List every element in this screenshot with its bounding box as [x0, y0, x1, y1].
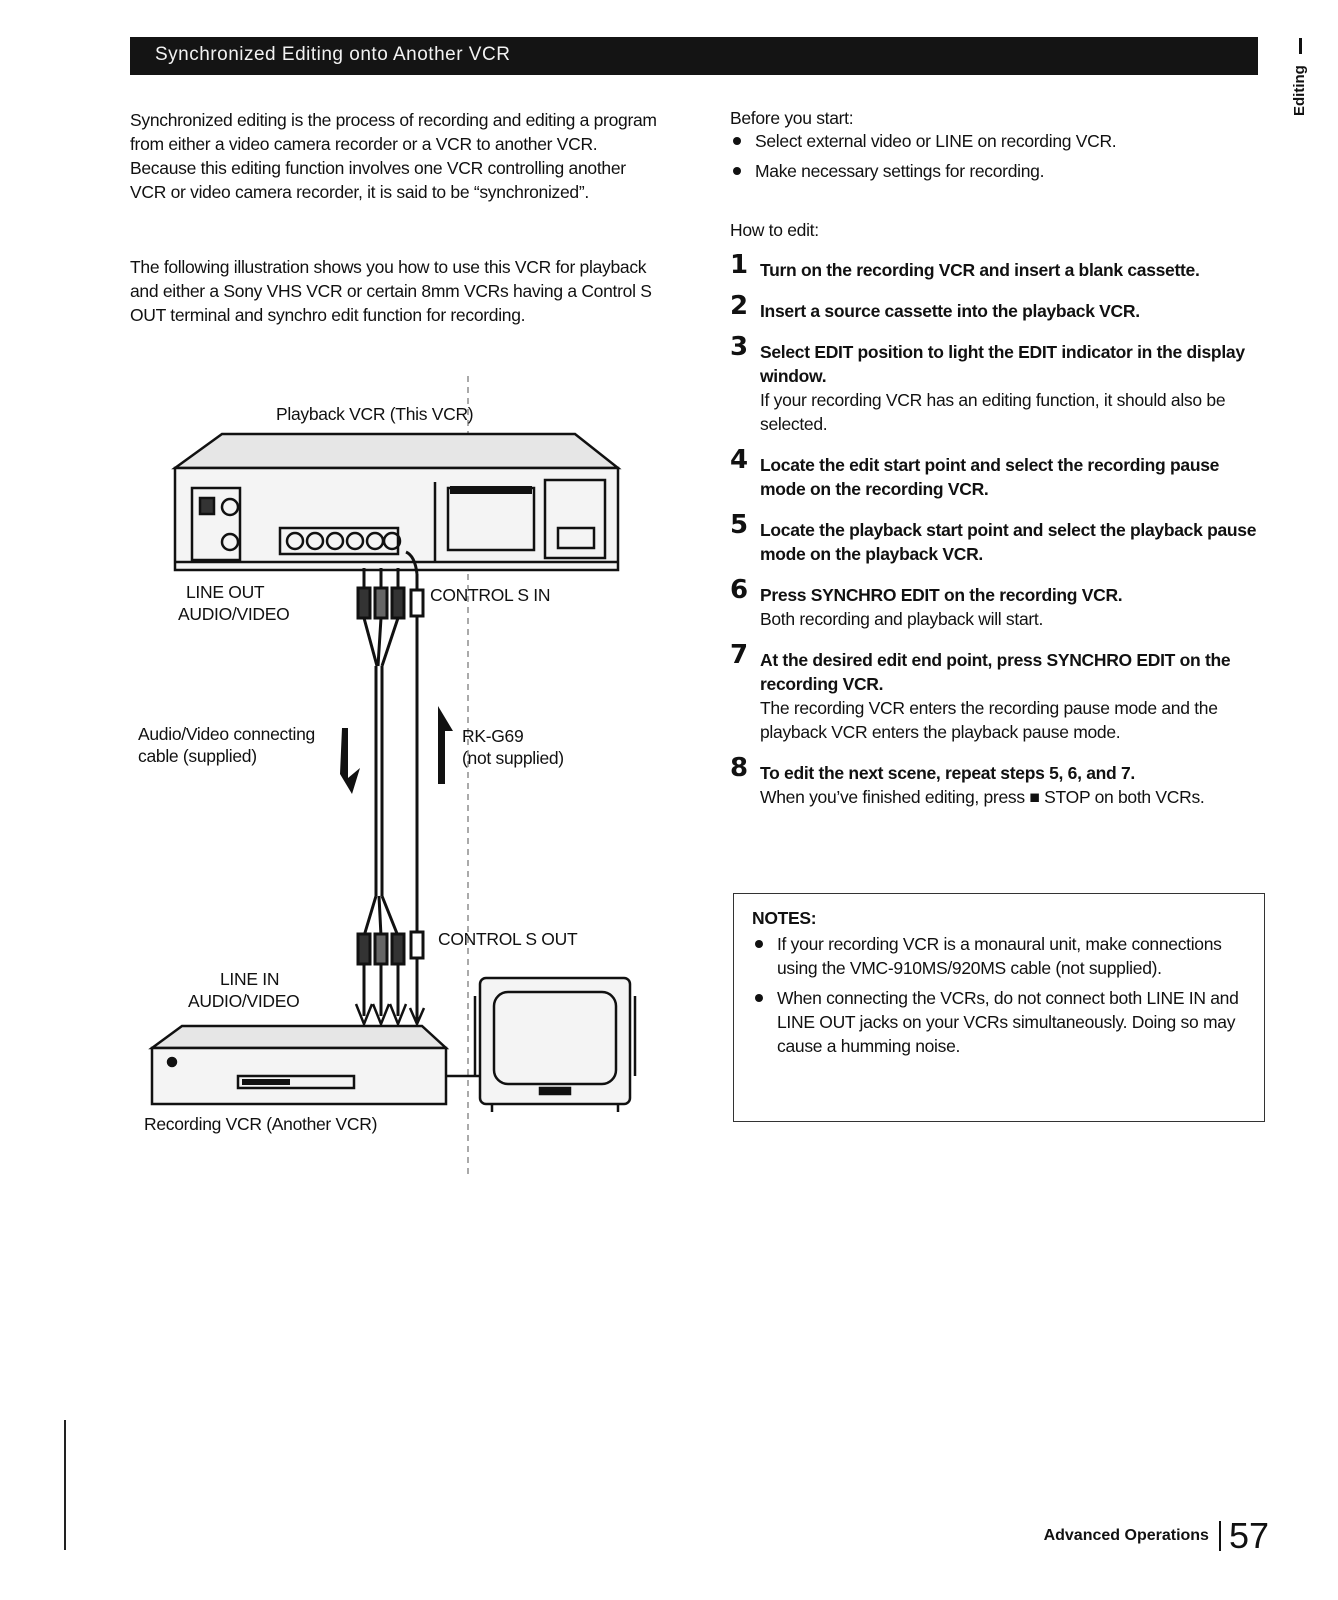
remote-direction-arrow — [438, 706, 453, 784]
footer-section-name: Advanced Operations — [1043, 1527, 1209, 1545]
step-instruction: Select EDIT position to light the EDIT indicator in the display window. — [760, 342, 1245, 386]
intro-paragraph-2: The following illustration shows you how to use this VCR for playback and either a Sony VHS VCR or certain 8mm VCRs having a Control S OUT terminal and synchro edit function for recording. — [130, 257, 652, 325]
step-number: 1 — [730, 250, 748, 280]
line-out-label: LINE OUT — [186, 582, 265, 602]
section-title: Synchronized Editing onto Another VCR — [130, 37, 1258, 75]
av-cable-illustration — [356, 568, 406, 1024]
control-s-in-label: CONTROL S IN — [430, 585, 551, 605]
step-number: 7 — [730, 640, 748, 670]
how-to-edit-heading: How to edit: — [730, 220, 819, 240]
list-item: Make necessary settings for recording. — [730, 159, 1270, 183]
step-2 — [730, 291, 1265, 323]
step-4 — [730, 445, 1265, 501]
step-number: 6 — [730, 575, 748, 605]
step-detail: Both recording and playback will start. — [760, 609, 1044, 629]
step-instruction: Locate the edit start point and select the recording pause mode on the recording VCR. — [760, 455, 1220, 499]
step-detail: The recording VCR enters the recording pause mode and the playback VCR enters the playback pause mode. — [760, 698, 1218, 742]
notes-list — [752, 932, 1248, 1058]
list-item: Select external video or LINE on recording VCR. — [730, 129, 1270, 153]
cable-direction-arrow — [340, 728, 360, 794]
step-8 — [730, 753, 1265, 809]
before-you-start-heading: Before you start: — [730, 108, 854, 128]
step-6 — [730, 575, 1265, 631]
recording-vcr-label: Recording VCR (Another VCR) — [144, 1114, 378, 1134]
side-tab — [1287, 38, 1315, 114]
notes-box — [733, 893, 1265, 1122]
step-3 — [730, 332, 1265, 436]
step-instruction: Locate the playback start point and select the playback pause mode on the playback VCR. — [760, 520, 1257, 564]
step-number: 5 — [730, 510, 748, 540]
line-in-av-label: AUDIO/VIDEO — [188, 991, 300, 1011]
av-cable-supplied-label: cable (supplied) — [138, 746, 257, 766]
before-you-start-list — [730, 129, 1270, 189]
step-instruction: At the desired edit end point, press SYNCHRO EDIT on the recording VCR. — [760, 650, 1231, 694]
step-instruction: Press SYNCHRO EDIT on the recording VCR. — [760, 585, 1123, 605]
playback-vcr-label: Playback VCR (This VCR) — [276, 404, 474, 424]
recording-vcr-illustration — [152, 1026, 482, 1104]
playback-vcr-illustration — [175, 434, 618, 570]
side-tab-label: Editing — [1291, 65, 1308, 116]
step-detail: If your recording VCR has an editing function, it should also be selected. — [760, 390, 1226, 434]
footer-divider — [1219, 1521, 1221, 1551]
list-item: If your recording VCR is a monaural unit, make connections using the VMC-910MS/920MS cable (not supplied). — [752, 932, 1248, 980]
step-7 — [730, 640, 1265, 744]
av-cable-label: Audio/Video connecting — [138, 724, 315, 744]
step-number: 4 — [730, 445, 748, 475]
connection-diagram-art — [130, 376, 670, 1191]
step-5 — [730, 510, 1265, 566]
step-1 — [730, 250, 1265, 282]
step-detail: When you’ve finished editing, press ■ STOP on both VCRs. — [760, 787, 1205, 807]
step-instruction: To edit the next scene, repeat steps 5, 6, and 7. — [760, 763, 1135, 783]
margin-mark — [64, 1420, 66, 1550]
list-item: When connecting the VCRs, do not connect both LINE IN and LINE OUT jacks on your VCRs simultaneously. Doing so may cause a humming noise. — [752, 986, 1248, 1058]
notes-title: NOTES: — [752, 908, 817, 928]
connection-diagram — [130, 376, 670, 1191]
tv-monitor-illustration — [475, 978, 635, 1112]
step-instruction: Turn on the recording VCR and insert a blank cassette. — [760, 260, 1200, 280]
page-footer — [1044, 1515, 1269, 1557]
side-tab-marker — [1299, 38, 1302, 54]
line-out-av-label: AUDIO/VIDEO — [178, 604, 290, 624]
control-s-out-label: CONTROL S OUT — [438, 929, 578, 949]
step-number: 8 — [730, 753, 748, 783]
remote-not-supplied-label: (not supplied) — [462, 748, 564, 768]
remote-model-label: RK-G69 — [462, 726, 524, 746]
edit-steps-list — [730, 250, 1265, 826]
line-in-label: LINE IN — [220, 969, 280, 989]
step-number: 3 — [730, 332, 748, 362]
step-instruction: Insert a source cassette into the playback VCR. — [760, 301, 1140, 321]
intro-paragraph-1: Synchronized editing is the process of recording and editing a program from either a video camera recorder or a VCR to another VCR. Because this editing function involves one VCR controlling another VCR or video camera recorder, it is said to be “synchronized”. — [130, 110, 657, 202]
page-number: 57 — [1228, 1515, 1269, 1556]
step-number: 2 — [730, 291, 748, 321]
control-s-cable-illustration — [406, 552, 424, 1024]
